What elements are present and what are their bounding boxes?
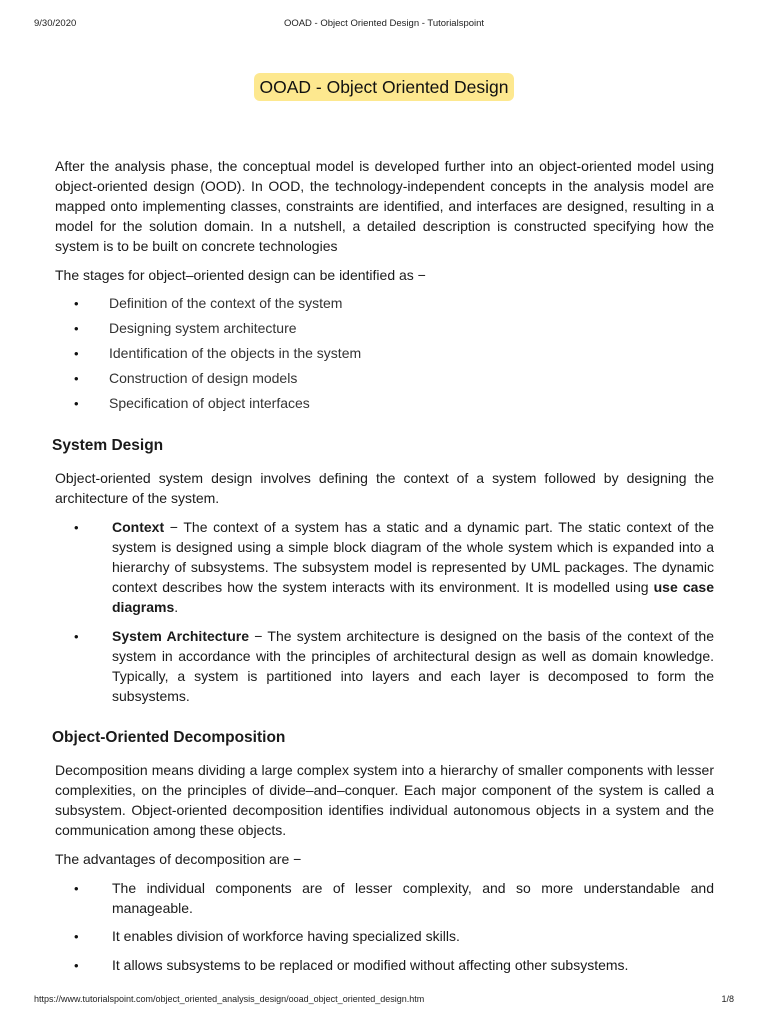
advantages-list	[55, 878, 714, 975]
stages-list	[55, 291, 714, 416]
system-design-list	[55, 517, 714, 706]
context-tail: .	[174, 599, 179, 615]
emph-use-case-diagrams: use case diagrams	[112, 579, 714, 615]
list-item: • Specification of object interfaces	[55, 391, 714, 416]
list-item: • It enables division of workforce having specialized skills.	[55, 926, 714, 946]
page-title-container	[0, 73, 768, 101]
list-item: • Designing system architecture	[55, 316, 714, 341]
term-context: Context	[112, 519, 165, 535]
page-title: OOAD - Object Oriented Design	[254, 73, 515, 101]
page-number: 1/8	[721, 994, 734, 1004]
intro-paragraph: After the analysis phase, the conceptual model is developed further into an object-oriented model using object-oriented design (OOD). In OOD, the technology-independent concepts in the analysis model are mapped onto implementing classes, constraints are identified, and interfaces are designed, resulting in a model for the solution domain. In a nutshell, a detailed description is constructed specifying how the system is to be built on concrete technologies	[55, 158, 714, 254]
print-date: 9/30/2020	[34, 18, 77, 29]
print-footer-url: https://www.tutorialspoint.com/object_oriented_analysis_design/ooad_object_oriented_design.htm	[34, 994, 425, 1004]
list-item: • Construction of design models	[55, 366, 714, 391]
list-item: • Definition of the context of the system	[55, 291, 714, 316]
list-item: • It allows subsystems to be replaced or modified without affecting other subsystems.	[55, 955, 714, 975]
term-system-architecture: System Architecture	[112, 628, 249, 644]
list-item: • Identification of the objects in the system	[55, 341, 714, 366]
print-header-title: OOAD - Object Oriented Design - Tutorialspoint	[283, 18, 485, 29]
heading-decomposition: Object-Oriented Decomposition	[52, 729, 286, 746]
article-body	[52, 156, 714, 975]
system-architecture-text: − The system architecture is designed on the basis of the context of the system in accordance with the principles of architectural design as well as domain knowledge. Typically, a system is partitioned into layers and each layer is decomposed to form the subsystems.	[112, 628, 714, 704]
stages-lead: The stages for object–oriented design can be identified as −	[55, 267, 426, 283]
advantages-lead: The advantages of decomposition are −	[55, 851, 302, 867]
list-item: • The individual components are of lesser complexity, and so more understandable and manageable.	[55, 878, 714, 918]
system-design-paragraph: Object-oriented system design involves defining the context of a system followed by designing the architecture of the system.	[55, 470, 714, 506]
list-item-context	[55, 517, 714, 617]
heading-system-design: System Design	[52, 437, 164, 454]
context-text: − The context of a system has a static and a dynamic part. The static context of the system is designed using a simple block diagram of the whole system which is expanded into a hierarchy of subsystems. The subsystem model is represented by UML packages. The dynamic context describes how the system interacts with its environment. It is modelled using	[112, 519, 714, 595]
list-item-system-architecture	[55, 626, 714, 706]
decomposition-paragraph: Decomposition means dividing a large complex system into a hierarchy of smaller components with lesser complexities, on the principles of divide–and–conquer. Each major component of the system is called a subsystem. Object-oriented decomposition identifies individual autonomous objects in a system and the communication among these objects.	[55, 762, 714, 838]
